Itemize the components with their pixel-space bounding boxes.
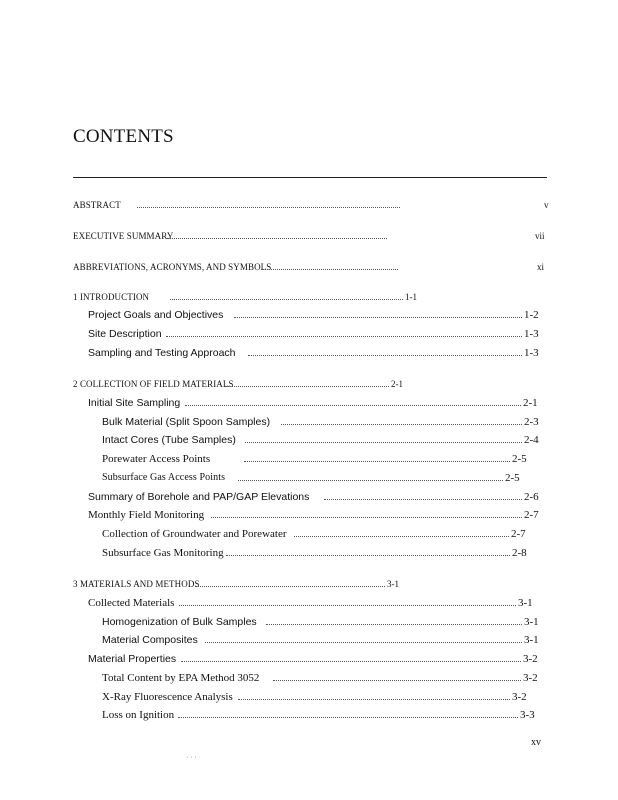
toc-entry-label: Project Goals and Objectives <box>88 309 224 321</box>
toc-entry <box>0 707 618 723</box>
toc-entry-label: Bulk Material (Split Spoon Samples) <box>102 416 271 428</box>
toc-entry-page: 3-1 <box>524 616 539 628</box>
toc-entry-page: 2-6 <box>524 491 539 503</box>
toc-entry-label: ABBREVIATIONS, ACRONYMS, AND SYMBOLS <box>73 262 272 272</box>
toc-leader-dots <box>185 405 521 406</box>
toc-leader-dots <box>281 424 522 425</box>
toc-leader-dots <box>178 717 518 718</box>
toc-entry-page: 3-2 <box>523 672 538 684</box>
toc-leader-dots <box>238 699 510 700</box>
toc-entry <box>0 507 618 523</box>
toc-leader-dots <box>137 207 400 208</box>
toc-entry <box>0 395 618 411</box>
toc-entry-label: Material Composites <box>102 634 198 646</box>
toc-entry-label: Site Description <box>88 328 162 340</box>
toc-entry-label: Initial Site Sampling <box>88 397 181 409</box>
toc-entry-label: 2 COLLECTION OF FIELD MATERIALS <box>73 379 234 389</box>
toc-entry-label: Material Properties <box>88 653 177 665</box>
toc-entry <box>0 345 618 361</box>
toc-entry <box>0 326 618 342</box>
page-number: xv <box>531 737 541 748</box>
toc-entry <box>0 376 618 392</box>
toc-entry-page: 2-3 <box>524 416 539 428</box>
toc-entry-page: 1-3 <box>524 328 539 340</box>
toc-leader-dots <box>234 317 522 318</box>
toc-entry-page: 1-1 <box>405 292 417 302</box>
page-title: CONTENTS <box>73 126 174 147</box>
toc-leader-dots <box>166 336 522 337</box>
toc-leader-dots <box>244 461 510 462</box>
toc-leader-dots <box>238 480 503 481</box>
toc-entry <box>0 545 618 561</box>
toc-entry-page: v <box>544 200 549 210</box>
toc-entry-page: vii <box>535 231 545 241</box>
toc-entry <box>0 307 618 323</box>
toc-leader-dots <box>248 355 522 356</box>
toc-entry-label: Collection of Groundwater and Porewater <box>102 528 287 540</box>
footer-marks: · · · <box>186 754 197 761</box>
toc-entry-page: 2-8 <box>512 547 527 559</box>
toc-entry-page: 2-4 <box>524 434 539 446</box>
toc-entry-label: Subsurface Gas Access Points <box>102 472 226 483</box>
toc-leader-dots <box>266 624 522 625</box>
toc-entry <box>0 197 618 213</box>
toc-leader-dots <box>179 605 516 606</box>
toc-leader-dots <box>170 299 403 300</box>
toc-entry <box>0 259 618 275</box>
toc-entry <box>0 289 618 305</box>
toc-entry-label: Monthly Field Monitoring <box>88 509 205 521</box>
toc-leader-dots <box>205 642 522 643</box>
toc-entry-label: ABSTRACT <box>73 200 121 210</box>
toc-entry-page: 3-1 <box>518 597 533 609</box>
toc-entry <box>0 595 618 611</box>
toc-leader-dots <box>225 386 389 387</box>
toc-leader-dots <box>324 499 522 500</box>
title-rule <box>73 177 547 178</box>
toc-entry-label: Loss on Ignition <box>102 709 175 721</box>
toc-leader-dots <box>167 238 387 239</box>
toc-entry-label: Homogenization of Bulk Samples <box>102 616 257 628</box>
toc-entry <box>0 470 618 486</box>
toc-entry <box>0 432 618 448</box>
toc-entry-label: Subsurface Gas Monitoring <box>102 547 224 559</box>
toc-entry <box>0 526 618 542</box>
toc-leader-dots <box>226 555 510 556</box>
toc-leader-dots <box>261 269 398 270</box>
toc-entry-page: 3-1 <box>387 579 399 589</box>
toc-leader-dots <box>294 536 509 537</box>
toc-entry <box>0 414 618 430</box>
toc-entry-page: 2-1 <box>391 379 403 389</box>
toc-entry-label: 1 INTRODUCTION <box>73 292 150 302</box>
toc-entry-label: Sampling and Testing Approach <box>88 347 236 359</box>
toc-entry-label: EXECUTIVE SUMMARY <box>73 231 174 241</box>
toc-entry-label: Summary of Borehole and PAP/GAP Elevations <box>88 491 310 503</box>
toc-entry <box>0 228 618 244</box>
toc-leader-dots <box>195 586 385 587</box>
toc-entry-page: 1-3 <box>524 347 539 359</box>
toc-entry-page: xi <box>537 262 545 272</box>
toc-entry-page: 1-2 <box>524 309 539 321</box>
toc-entry-page: 2-1 <box>523 397 538 409</box>
toc-entry-label: 3 MATERIALS AND METHODS <box>73 579 200 589</box>
toc-leader-dots <box>245 442 522 443</box>
toc-entry-label: Intact Cores (Tube Samples) <box>102 434 236 446</box>
toc-entry <box>0 451 618 467</box>
toc-entry-label: Total Content by EPA Method 3052 <box>102 672 260 684</box>
toc-entry-page: 2-5 <box>505 472 520 484</box>
toc-entry-page: 2-5 <box>512 453 527 465</box>
toc-entry <box>0 614 618 630</box>
toc-leader-dots <box>211 517 522 518</box>
toc-entry <box>0 651 618 667</box>
toc-entry-page: 2-7 <box>524 509 539 521</box>
toc-leader-dots <box>273 680 521 681</box>
toc-entry <box>0 632 618 648</box>
toc-entry-page: 3-2 <box>512 691 527 703</box>
toc-entry-label: X-Ray Fluorescence Analysis <box>102 691 233 703</box>
toc-entry-label: Porewater Access Points <box>102 453 211 465</box>
toc-entry <box>0 689 618 705</box>
toc-entry <box>0 489 618 505</box>
toc-entry-page: 3-1 <box>524 634 539 646</box>
toc-entry <box>0 576 618 592</box>
toc-entry-label: Collected Materials <box>88 597 175 609</box>
toc-entry-page: 2-7 <box>511 528 526 540</box>
toc-leader-dots <box>181 661 521 662</box>
toc-entry-page: 3-2 <box>523 653 538 665</box>
toc-entry <box>0 670 618 686</box>
toc-entry-page: 3-3 <box>520 709 535 721</box>
